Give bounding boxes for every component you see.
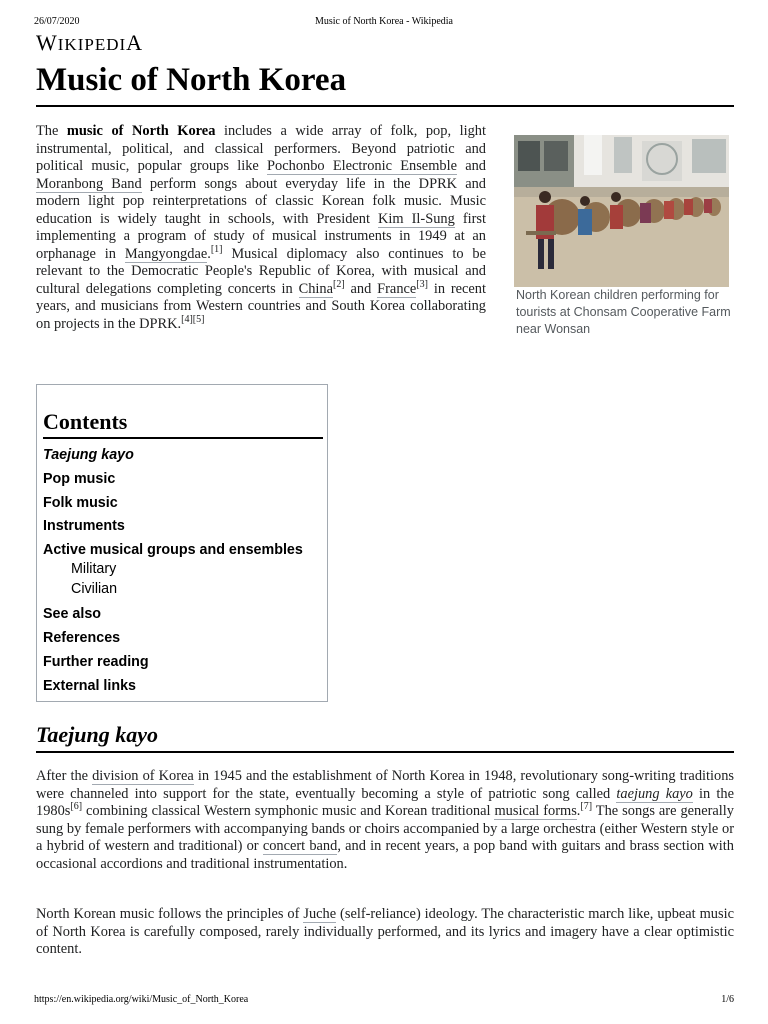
lead-paragraph: The music of North Korea includes a wide array of folk, pop, light instrumental, political, and classical performers. Beyond patriotic and political music, popular groups like Pochonbo Electronic Ensemble and Moranbong Band perform songs about everyday life in the DPRK and modern light pop reinterpretations of classic Korean folk music. Music education is widely taught in schools, with President Kim Il-Sung first implementing a program of study of musical instruments in 1949 at an orphanage in Mangyongdae.[1] Musical diplomacy also continues to be relevant to the Democratic People's Republic of Korea, with musical and cultural delegations completing concerts in China[2] and France[3] in recent years, and musicians from Western countries and South Korea collaborating on projects in the DPRK.[4][5] [36, 123, 487, 332]
toc-divider [43, 437, 323, 439]
toc-item-further-reading[interactable]: Further reading [43, 653, 149, 670]
ref-5[interactable]: [5] [192, 313, 205, 325]
print-url: https://en.wikipedia.org/wiki/Music_of_North_Korea [34, 994, 249, 1005]
toc-subitem-military[interactable]: Military [71, 561, 117, 578]
toc-subitem-civilian[interactable]: Civilian [71, 581, 118, 598]
children-drum-photo[interactable] [514, 135, 729, 287]
ref-4[interactable]: [4] [181, 313, 193, 325]
link-musical-forms[interactable]: musical forms [494, 803, 577, 819]
toc-item-external-links[interactable]: External links [43, 677, 136, 694]
link-kim-il-sung[interactable]: Kim Il-Sung [378, 210, 455, 227]
link-concert-band[interactable]: concert band [262, 838, 338, 854]
toc-item-taejung-kayo[interactable]: Taejung kayo [43, 447, 134, 463]
print-date: 26/07/2020 [34, 16, 80, 27]
section-divider [36, 751, 734, 753]
toc-item-pop-music[interactable]: Pop music [43, 470, 116, 487]
photo-illustration [514, 135, 729, 287]
link-france[interactable]: France [377, 280, 417, 297]
page-title: Music of North Korea [36, 62, 347, 98]
table-of-contents [36, 384, 328, 702]
section-paragraph-2: North Korean music follows the principles of Juche (self-reliance) ideology. The characteristic march like, upbeat music of North Korea is carefully composed, rarely individually performed, and its lyrics and imagery have a clear optimistic content. [36, 906, 734, 957]
toc-item-see-also[interactable]: See also [43, 606, 102, 623]
photo-caption: North Korean children performing for tourists at Chonsam Cooperative Farm near Wonsan [516, 288, 731, 336]
section-paragraph-1: After the division of Korea in 1945 and the establishment of North Korea in 1948, revolutionary song-writing traditions were channeled into support for the state, eventually becoming a style of patriotic song called taejung kayo in the 1980s[6] combining classical Western symphonic music and Korean traditional musical forms.[7] The songs are generally sung by female performers with accompanying bands or choirs accompanied by a large orchestra (either Western style or a hybrid of western and traditional) or concert band, and in recent years, a pop band with guitars and brass section with occasional accordions and traditional instrumentation. [36, 768, 735, 872]
title-divider [36, 105, 734, 107]
lead-bold-term: music of North Korea [66, 123, 216, 139]
toc-title: Contents [43, 409, 128, 434]
toc-list [43, 445, 325, 699]
toc-item-instruments[interactable]: Instruments [43, 518, 125, 535]
print-footer [34, 994, 734, 1008]
section-heading-taejung-kayo: Taejung kayo [36, 722, 159, 747]
print-page-number: 1/6 [721, 994, 734, 1005]
link-mangyongdae[interactable]: Mangyongdae [124, 245, 208, 262]
print-header [34, 16, 734, 30]
ref-3[interactable]: [3] [416, 278, 428, 290]
toc-item-references[interactable]: References [43, 629, 121, 646]
wikipedia-wordmark[interactable]: WIKIPEDIA [36, 30, 144, 55]
link-division-of-korea[interactable]: division of Korea [92, 768, 194, 784]
link-moranbong[interactable]: Moranbong Band [36, 175, 142, 192]
ref-6[interactable]: [6] [70, 801, 83, 813]
toc-item-active-groups[interactable]: Active musical groups and ensembles [43, 542, 303, 559]
link-pochonbo[interactable]: Pochonbo Electronic Ensemble [267, 158, 457, 174]
ref-1[interactable]: [1] [210, 243, 223, 255]
link-juche[interactable]: Juche [303, 906, 337, 922]
print-page-title: Music of North Korea - Wikipedia [315, 16, 453, 27]
link-china[interactable]: China [298, 280, 333, 297]
ref-2[interactable]: [2] [332, 278, 345, 290]
ref-7[interactable]: [7] [580, 801, 593, 813]
toc-item-folk-music[interactable]: Folk music [43, 494, 118, 511]
link-taejung-kayo[interactable]: taejung kayo [616, 785, 693, 802]
